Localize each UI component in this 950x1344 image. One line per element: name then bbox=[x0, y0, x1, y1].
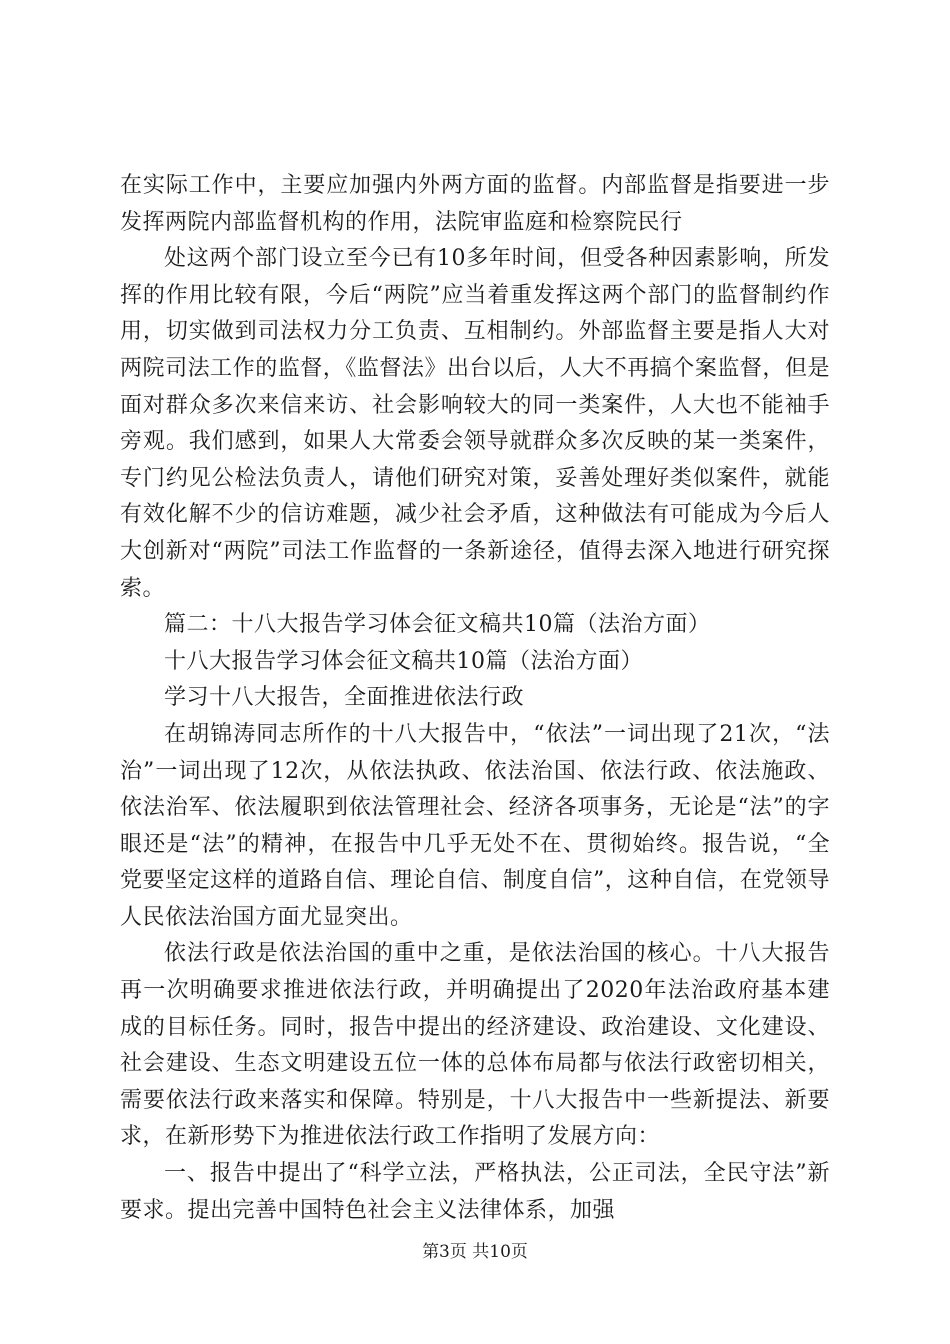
document-body bbox=[120, 168, 830, 1229]
paragraph-supervision-intro: 在实际工作中，主要应加强内外两方面的监督。内部监督是指要进一步发挥两院内部监督机构的作用，法院审监庭和检察院民行 bbox=[120, 173, 830, 235]
paragraph-essay-title: 学习十八大报告，全面推进依法行政 bbox=[164, 685, 525, 711]
paragraph-point-one: 一、报告中提出了“科学立法，严格执法，公正司法，全民守法”新要求。提出完善中国特色社会主义法律体系，加强 bbox=[120, 1161, 830, 1223]
paragraph-supervision-detail: 处这两个部门设立至今已有10多年时间，但受各种因素影响，所发挥的作用比较有限，今后“两院”应当着重发挥这两个部门的监督制约作用，切实做到司法权力分工负责、互相制约。外部监督主要是指人大对两院司法工作的监督，《监督法》出台以后，人大不再搞个案监督，但是面对群众多次来信来访、社会影响较大的同一类案件，人大也不能袖手旁观。我们感到，如果人大常委会领导就群众多次反映的某一类案件，专门约见公检法负责人，请他们研究对策，妥善处理好类似案件，就能有效化解不少的信访难题，减少社会矛盾，这种做法有可能成为今后人大创新对“两院”司法工作监督的一条新途径，值得去深入地进行研究探索。 bbox=[120, 246, 830, 601]
page-footer: 第3页 共10页 bbox=[422, 1242, 528, 1262]
paragraph-administration-by-law: 依法行政是依法治国的重中之重，是依法治国的核心。十八大报告再一次明确要求推进依法行政，并明确提出了2020年法治政府基本建成的目标任务。同时，报告中提出的经济建设、政治建设、文化建设、社会建设、生态文明建设五位一体的总体布局都与依法行政密切相关，需要依法行政来落实和保障。特别是，十八大报告中一些新提法、新要求，在新形势下为推进依法行政工作指明了发展方向： bbox=[120, 941, 830, 1150]
paragraph-essay-collection-title: 十八大报告学习体会征文稿共10篇（法治方面） bbox=[164, 648, 643, 674]
paragraph-rule-of-law-mentions: 在胡锦涛同志所作的十八大报告中，“依法”一词出现了21次，“法治”一词出现了12次，从依法执政、依法治国、依法行政、依法施政、依法治军、依法履职到依法管理社会、经济各项事务，无论是“法”的字眼还是“法”的精神，在报告中几乎无处不在、贯彻始终。报告说，“全党要坚定这样的道路自信、理论自信、制度自信”，这种自信，在党领导人民依法治国方面尤显突出。 bbox=[120, 721, 830, 930]
paragraph-part-two-heading: 篇二：十八大报告学习体会征文稿共10篇（法治方面） bbox=[164, 612, 711, 638]
